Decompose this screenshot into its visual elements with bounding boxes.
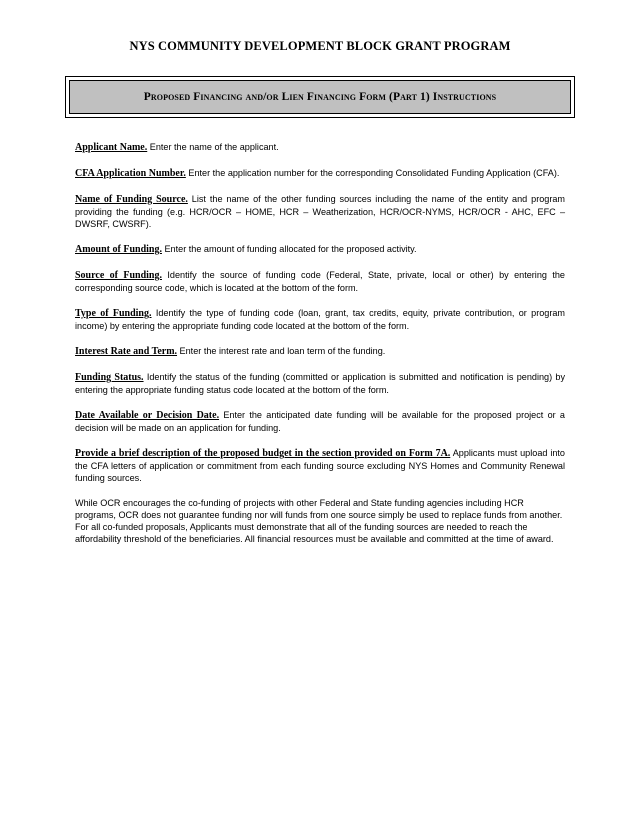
instruction-applicant-name	[75, 141, 565, 154]
instruction-term: Amount of Funding.	[75, 244, 162, 255]
instruction-text: Identify the type of funding code (loan, grant, tax credits, equity, private contribution, or program income) by entering the appropriate funding code located at the bottom of the form.	[75, 308, 566, 331]
program-title: NYS COMMUNITY DEVELOPMENT BLOCK GRANT PROGRAM	[129, 39, 511, 53]
instruction-text: Enter the interest rate and loan term of the funding.	[177, 346, 386, 356]
instruction-term: Funding Status.	[75, 372, 144, 383]
instruction-term: CFA Application Number.	[75, 168, 186, 179]
instruction-text: Enter the anticipated date funding will be available for the proposed project or a decision will be made on an application for funding.	[75, 410, 565, 433]
form-banner	[65, 76, 575, 118]
instruction-text: Enter the name of the applicant.	[147, 142, 279, 152]
instruction-text: Enter the application number for the corresponding Consolidated Funding Application (CFA).	[185, 168, 560, 178]
banner-title: Proposed Financing and/or Lien Financing Form (Part 1) Instructions	[143, 91, 497, 103]
instruction-text: Enter the amount of funding allocated for the proposed activity.	[161, 244, 417, 254]
instruction-text: Identify the source of funding code (Federal, State, private, local or other) by entering the corresponding source code, which is located at the bottom of the form.	[75, 270, 565, 293]
instructions-body	[75, 141, 565, 558]
instruction-term: Applicant Name.	[75, 142, 148, 153]
instruction-date-available	[75, 409, 565, 434]
instruction-term: Name of Funding Source.	[75, 194, 188, 205]
instruction-cfa-number	[75, 167, 565, 180]
instruction-text: Applicants must upload into the CFA letters of application or commitment from each funding source excluding NYS Homes and Community Renewal funding sources.	[75, 448, 565, 483]
instruction-term: Type of Funding.	[75, 308, 152, 319]
instruction-type-of-funding	[75, 307, 565, 332]
instruction-amount-of-funding	[75, 243, 565, 256]
closing-paragraph: While OCR encourages the co-funding of projects with other Federal and State funding agencies including HCR programs, OCR does not guarantee funding nor will funds from one source simply be used to replace funds from another. For all co-funded proposals, Applicants must demonstrate that all of the funding sources are needed to reach the affordability threshold of the beneficiaries. All financial resources must be available and committed at the time of award.	[75, 498, 563, 544]
instruction-budget-description	[75, 447, 565, 484]
instruction-term: Interest Rate and Term.	[75, 346, 178, 357]
instruction-term: Source of Funding.	[75, 270, 162, 281]
banner-inner	[69, 80, 571, 114]
instruction-source-of-funding	[75, 269, 565, 294]
instruction-text: List the name of the other funding sources including the name of the entity and program providing the funding (e.g. HCR/OCR – HOME, HCR – Weatherization, HCR/OCR-NYMS, HCR/OCR - AHC, EFC – DWSRF, CWSRF).	[75, 194, 566, 229]
instruction-term: Date Available or Decision Date.	[75, 410, 220, 421]
instruction-text: Identify the status of the funding (committed or application is submitted and notification is pending) by entering the appropriate funding status code located at the bottom of the form.	[75, 372, 565, 395]
instruction-funding-source-name	[75, 193, 565, 230]
instruction-funding-status	[75, 371, 565, 396]
instruction-term: Provide a brief description of the proposed budget in the section provided on Form 7A.	[75, 448, 451, 459]
instruction-interest-rate	[75, 345, 565, 358]
